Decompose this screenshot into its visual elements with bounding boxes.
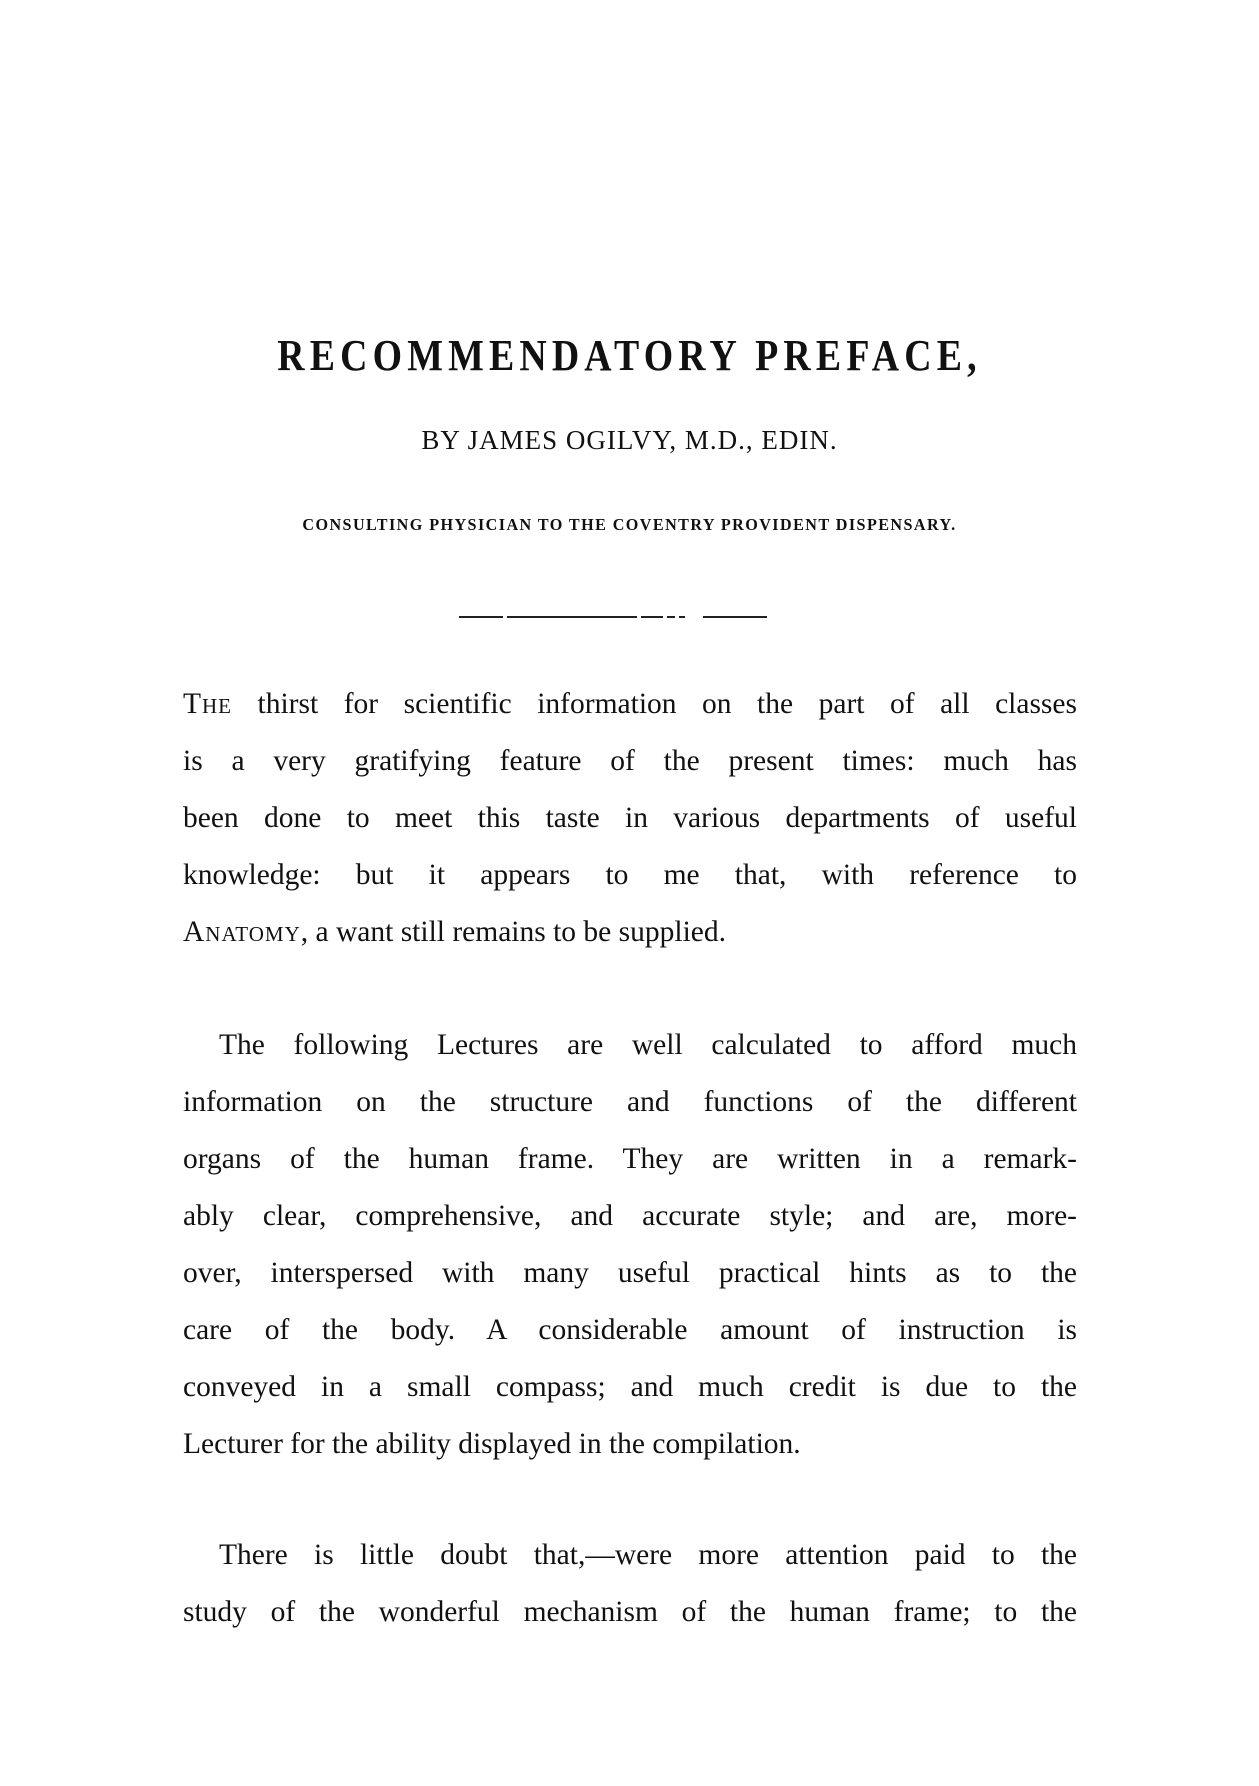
paragraph-line: conveyed in a small compass; and much credit is due to the xyxy=(183,1371,1077,1403)
paragraph-line: over, interspersed with many useful practical hints as to the xyxy=(183,1257,1077,1289)
author-position: CONSULTING PHYSICIAN TO THE COVENTRY PROVIDENT DISPENSARY. xyxy=(302,515,957,534)
paragraph-3 xyxy=(183,1527,1077,1641)
paragraph-line: organs of the human frame. They are written in a remark- xyxy=(183,1143,1077,1175)
emphasized-word: Anatomy xyxy=(183,916,301,948)
paragraph-line: There is little doubt that,—were more attention paid to the xyxy=(219,1539,1077,1571)
decorative-rule xyxy=(459,616,767,618)
paragraph-line: Lecturer for the ability displayed in the compilation. xyxy=(183,1428,801,1460)
paragraph-line: ably clear, comprehensive, and accurate style; and are, more- xyxy=(183,1200,1077,1232)
paragraph-2 xyxy=(183,1017,1077,1473)
page-title: RECOMMENDATORY PREFACE, xyxy=(277,331,982,380)
paragraph-line: knowledge: but it appears to me that, with reference to xyxy=(183,859,1077,891)
paragraph-line: care of the body. A considerable amount of instruction is xyxy=(183,1314,1077,1346)
paragraph-line: is a very gratifying feature of the present times: much has xyxy=(183,745,1077,777)
lead-word: The xyxy=(183,688,233,720)
paragraph-line: information on the structure and functions of the different xyxy=(183,1086,1077,1118)
author-byline: BY JAMES OGILVY, M.D., EDIN. xyxy=(421,425,838,455)
paragraph-line: Anatomy, a want still remains to be supplied. xyxy=(183,916,726,948)
paragraph-line: The thirst for scientific information on the part of all classes xyxy=(183,688,1077,720)
paragraph-line: The following Lectures are well calculated to afford much xyxy=(219,1029,1077,1061)
paragraph-line: study of the wonderful mechanism of the human frame; to the xyxy=(183,1596,1077,1628)
paragraph-line: been done to meet this taste in various departments of useful xyxy=(183,802,1077,834)
paragraph-1 xyxy=(183,676,1077,961)
